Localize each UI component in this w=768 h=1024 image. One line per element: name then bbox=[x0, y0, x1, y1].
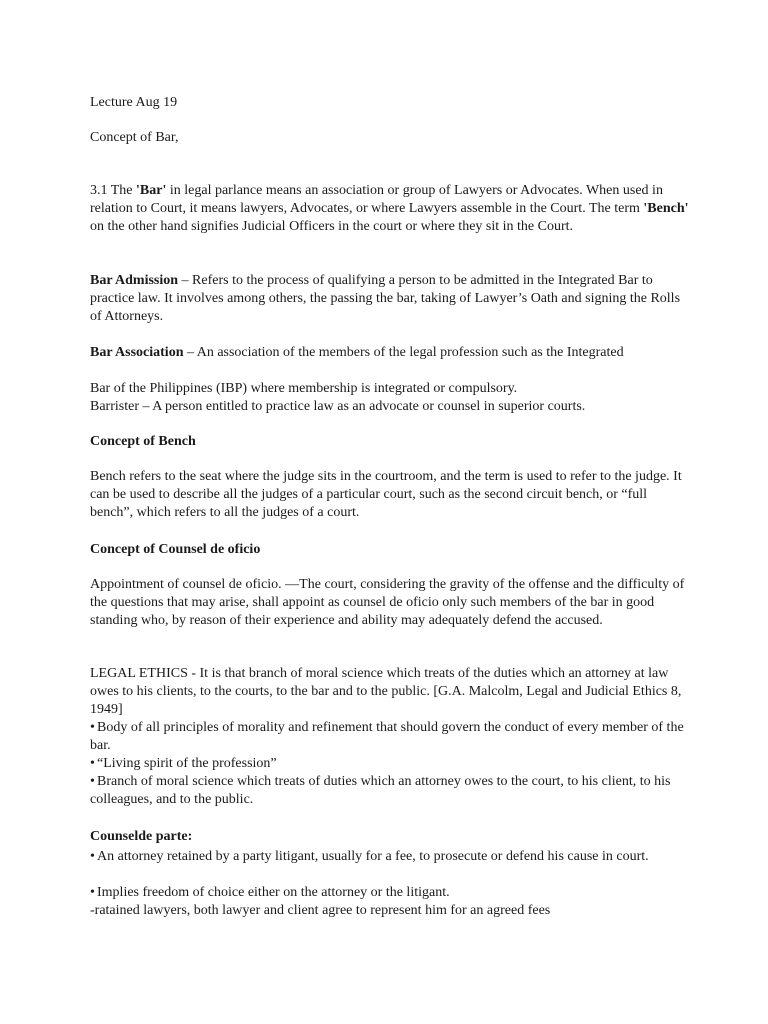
concept-of-bench-heading: Concept of Bench bbox=[90, 434, 196, 449]
bullet-text: Body of all principles of morality and refinement that should govern the conduct of every member of the bar. bbox=[90, 720, 684, 753]
bench-term: 'Bench' bbox=[643, 201, 689, 216]
bullet-icon: • bbox=[90, 720, 95, 735]
concept-of-bar-title: Concept of Bar, bbox=[90, 130, 179, 145]
bullet-text: Implies freedom of choice either on the attorney or the litigant. bbox=[97, 885, 450, 900]
bar-definition-paragraph bbox=[90, 182, 690, 236]
bar-association-text: – An association of the members of the legal profession such as the Integrated bbox=[183, 345, 624, 360]
lecture-title: Lecture Aug 19 bbox=[90, 95, 178, 110]
bullet-icon: • bbox=[90, 774, 95, 789]
legal-ethics-bullet-1 bbox=[90, 719, 690, 755]
bullet-text: Branch of moral science which treats of duties which an attorney owes to the court, to his client, to his colleagues, and to the public. bbox=[90, 774, 671, 807]
legal-ethics-bullet-3 bbox=[90, 773, 690, 809]
bullet-icon: • bbox=[90, 885, 95, 900]
bullet-text: An attorney retained by a party litigant, usually for a fee, to prosecute or defend his cause in court. bbox=[97, 849, 649, 864]
retained-lawyers-note: -ratained lawyers, both lawyer and client agree to represent him for an agreed fees bbox=[90, 903, 551, 918]
bar-admission-text: – Refers to the process of qualifying a person to be admitted in the Integrated Bar to practice law. It involves among others, the passing the bar, taking of Lawyer’s Oath and signing the Rolls of Attorneys. bbox=[90, 273, 681, 324]
counsel-de-oficio-heading: Concept of Counsel de oficio bbox=[90, 542, 261, 557]
barrister-line: Barrister – A person entitled to practice law as an advocate or counsel in superior courts. bbox=[90, 399, 586, 414]
bullet-text: “Living spirit of the profession” bbox=[97, 756, 277, 771]
bar-admission-paragraph bbox=[90, 272, 690, 326]
counsel-de-oficio-paragraph: Appointment of counsel de oficio. —The court, considering the gravity of the offense and the difficulty of the questions that may arise, shall appoint as counsel de oficio only such members of the bar in good standing who, by reason of their experience and ability may adequately defend the accused. bbox=[90, 577, 685, 628]
bar-def-prefix: 3.1 The bbox=[90, 183, 137, 198]
counsel-de-parte-bullet-2 bbox=[90, 884, 690, 902]
bar-association-paragraph bbox=[90, 344, 690, 362]
bar-term: 'Bar' bbox=[136, 183, 167, 198]
bar-association-term: Bar Association bbox=[90, 345, 184, 360]
bar-def-suffix: on the other hand signifies Judicial Officers in the court or where they sit in the Court. bbox=[90, 219, 574, 234]
bar-def-middle: in legal parlance means an association or group of Lawyers or Advocates. When used in relation to Court, it means lawyers, Advocates, or where Lawyers assemble in the Court. The term bbox=[90, 183, 663, 216]
bullet-icon: • bbox=[90, 849, 95, 864]
counsel-de-parte-heading: Counselde parte: bbox=[90, 829, 193, 844]
bench-paragraph: Bench refers to the seat where the judge sits in the courtroom, and the term is used to refer to the judge. It can be used to describe all the judges of a particular court, such as the second circuit bench, or “full bench”, which refers to all the judges of a court. bbox=[90, 469, 682, 520]
counsel-de-parte-bullet-1 bbox=[90, 848, 690, 866]
legal-ethics-paragraph: LEGAL ETHICS - It is that branch of moral science which treats of the duties which an attorney at law owes to his clients, to the courts, to the bar and to the public. [G.A. Malcolm, Legal and Judicial Ethics 8, 1949] bbox=[90, 666, 682, 717]
ibp-line: Bar of the Philippines (IBP) where membership is integrated or compulsory. bbox=[90, 381, 518, 396]
bullet-icon: • bbox=[90, 756, 95, 771]
legal-ethics-bullet-2 bbox=[90, 755, 690, 773]
bar-admission-term: Bar Admission bbox=[90, 273, 179, 288]
